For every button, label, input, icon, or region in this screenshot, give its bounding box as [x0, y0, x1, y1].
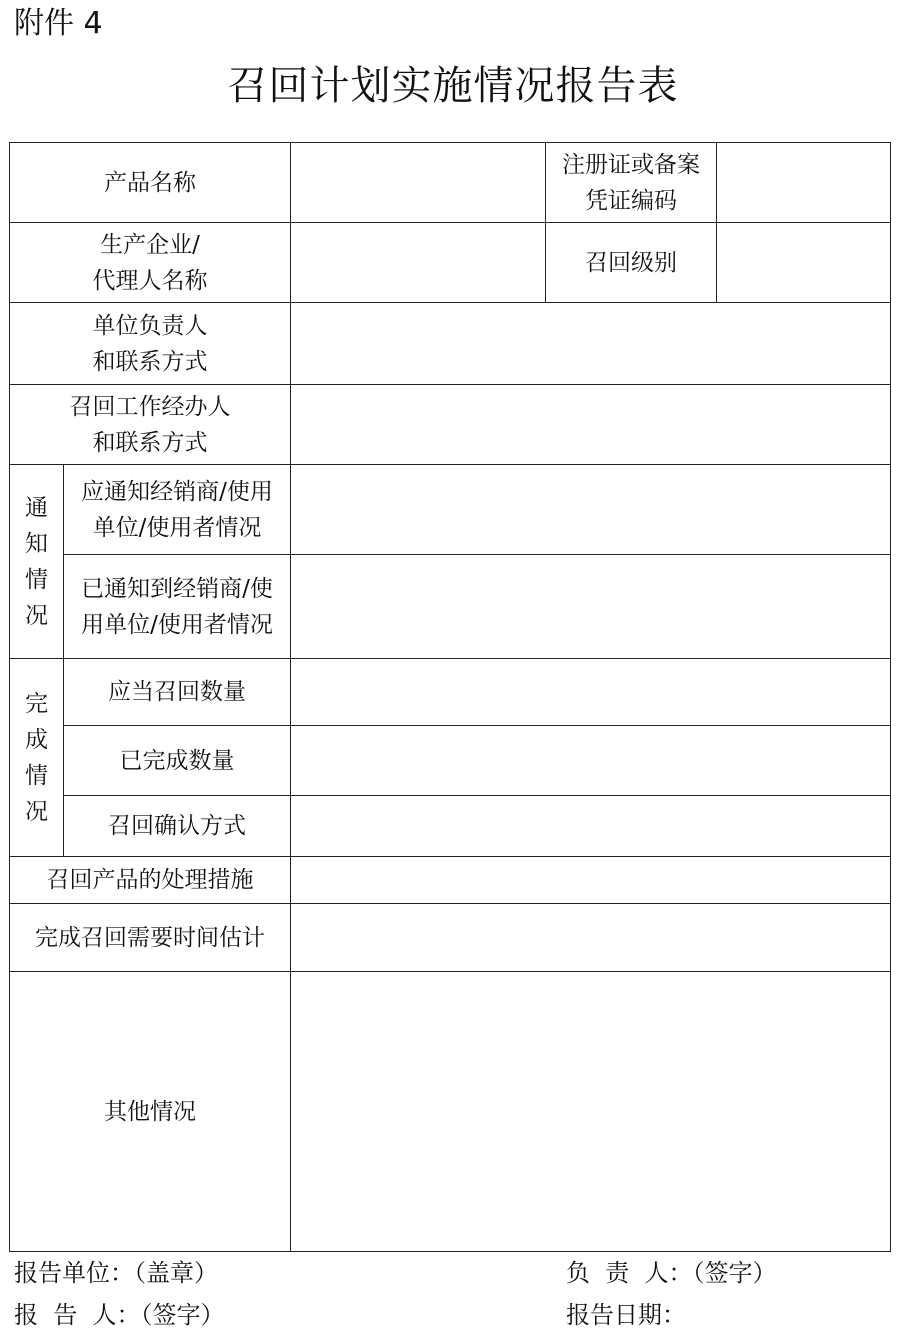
label-recall-level: 召回级别: [545, 222, 716, 302]
field-registration-cert[interactable]: [716, 142, 890, 222]
field-recall-level[interactable]: [716, 222, 890, 302]
label-product-name: 产品名称: [9, 142, 290, 222]
group-completion: 完 成 情 况: [9, 658, 63, 856]
field-notified[interactable]: [290, 554, 890, 658]
field-completed-qty[interactable]: [290, 725, 890, 795]
field-disposal[interactable]: [290, 856, 890, 903]
group-notification: 通 知 情 况: [9, 464, 63, 658]
page-title: 召回计划实施情况报告表: [227, 63, 679, 109]
label-manufacturer: 生产企业/ 代理人名称: [9, 222, 290, 302]
label-other: 其他情况: [9, 971, 290, 1251]
label-registration-cert: 注册证或备案 凭证编码: [545, 142, 716, 222]
report-date-label: 报告日期：: [566, 1301, 686, 1329]
label-should-recall-qty: 应当召回数量: [63, 658, 290, 725]
field-unit-head[interactable]: [290, 302, 890, 384]
label-recall-agent: 召回工作经办人 和联系方式: [9, 384, 290, 464]
field-other[interactable]: [290, 971, 890, 1251]
field-should-notify[interactable]: [290, 464, 890, 554]
field-time-estimate[interactable]: [290, 903, 890, 971]
table-border-right: [890, 142, 891, 1252]
label-should-notify: 应通知经销商/使用 单位/使用者情况: [63, 464, 290, 554]
field-product-name[interactable]: [290, 142, 545, 222]
table-border-bottom: [9, 1251, 891, 1252]
reporter-label: 报 告 人：（签字）: [14, 1301, 225, 1329]
field-manufacturer[interactable]: [290, 222, 545, 302]
report-unit-label: 报告单位：（盖章）: [14, 1259, 218, 1287]
label-disposal: 召回产品的处理措施: [9, 856, 290, 903]
person-in-charge-label: 负 责 人：（签字）: [566, 1259, 777, 1287]
label-notified: 已通知到经销商/使 用单位/使用者情况: [63, 554, 290, 658]
label-unit-head: 单位负责人 和联系方式: [9, 302, 290, 384]
field-recall-agent[interactable]: [290, 384, 890, 464]
label-completed-qty: 已完成数量: [63, 725, 290, 795]
label-time-estimate: 完成召回需要时间估计: [9, 903, 290, 971]
attachment-label: 附件 4: [14, 6, 103, 41]
label-confirm-method: 召回确认方式: [63, 795, 290, 856]
field-confirm-method[interactable]: [290, 795, 890, 856]
field-should-recall-qty[interactable]: [290, 658, 890, 725]
